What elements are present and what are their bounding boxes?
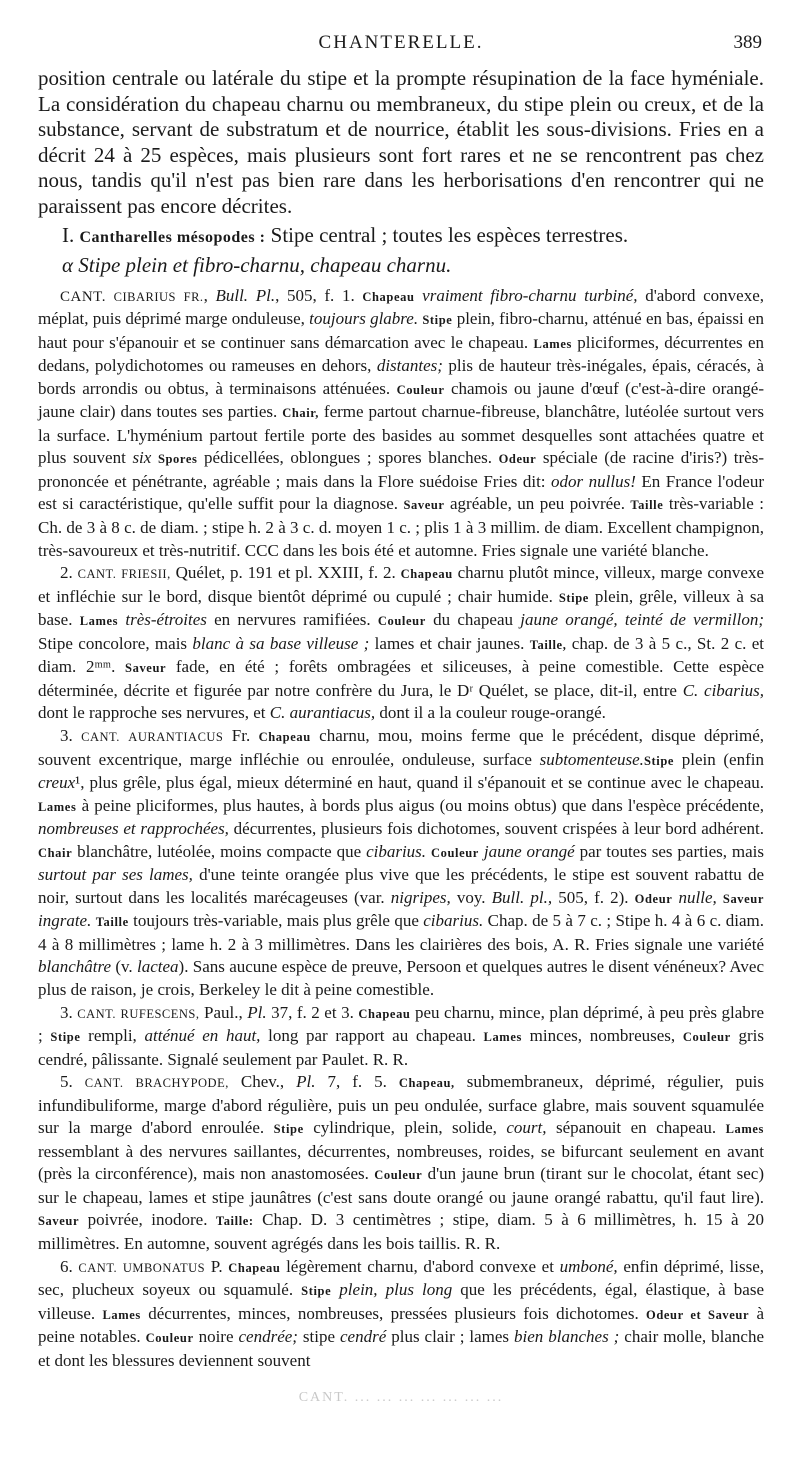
italic-text: plein, plus long <box>339 1280 453 1300</box>
entry-text: stipe <box>297 1327 340 1347</box>
page-number: 389 <box>733 32 762 53</box>
entry-text: du chapeau <box>425 610 521 630</box>
entry-text: à peine pliciformes, plus hautes, à bords plus aigus (ou moins obtus) que dans l'espèce précédente, <box>76 795 764 815</box>
field-label: Odeur et Saveur <box>646 1307 750 1322</box>
entry-text: peu charnu, mince, plan déprimé, à peu près glabre ; <box>38 1002 764 1046</box>
field-label: Lames <box>725 1122 764 1137</box>
entry-text: En France l'odeur est si caractéristique, qu'elle suffit pour la diagnose. <box>38 471 765 514</box>
species-name: CANT. <box>81 729 120 744</box>
field-label: Saveur <box>125 661 167 676</box>
field-label: Stipe <box>50 1030 81 1045</box>
entry-text: que les précédents, égal, élastique, à base villeuse. <box>38 1280 764 1323</box>
running-title: CHANTERELLE. <box>318 32 484 53</box>
entry-text <box>176 286 184 305</box>
entry-text: ressemblant à des nervures saillantes, décurrentes, nombreuses, roides, se bifurcant seulement en avant (près la circonférence), mais non anastomosées. <box>38 1141 764 1184</box>
field-label: Chair <box>38 845 73 860</box>
entry-text <box>123 1072 135 1091</box>
entry-text: Fr. <box>223 725 259 745</box>
field-label: Stipe <box>301 1284 332 1299</box>
entry-text: par toutes ses parties, mais <box>574 841 765 861</box>
field-label: Couleur <box>430 845 479 860</box>
entry-text: plein, grêle, villeux à sa base. <box>38 586 764 630</box>
entry-text: pédicellées, oblongues ; spores blanches. <box>197 448 499 468</box>
entry-text: chair molle, blanche et dont les blessures deviennent souvent <box>38 1327 765 1370</box>
field-label: Lames <box>102 1307 141 1322</box>
subsection-text: Stipe plein et fibro-charnu, chapeau charnu. <box>78 252 452 277</box>
species-name: AURANTIACUS <box>128 729 224 744</box>
field-label: Stipe <box>273 1122 304 1137</box>
entry-text: minces, nombreuses, <box>521 1026 683 1046</box>
field-label: Chapeau <box>228 1260 281 1275</box>
entry-text: 3. <box>60 725 82 745</box>
field-label: Chapeau <box>362 289 415 304</box>
italic-text: distantes; <box>376 356 443 376</box>
field-label: Stipe <box>643 753 675 768</box>
species-name: CANT. <box>84 1076 124 1091</box>
entry-text: 6. <box>60 1256 79 1276</box>
species-name: CANT. <box>78 1260 118 1275</box>
field-label: Chair, <box>282 406 320 421</box>
entry-text: blanchâtre, lutéolée, moins compacte que <box>72 841 367 861</box>
species-name: UMBONATUS <box>122 1260 206 1275</box>
italic-text: nombreuses et rapprochées, <box>38 819 229 839</box>
entry-text: Chap. de 5 à 7 c. ; Stipe h. 4 à 6 c. diam. 4 à 8 millimètres ; lame h. 2 à 3 millimètres. Dans les clairières des bois, A. R. Fries signale une variété <box>38 911 765 954</box>
entry-text: poivrée, inodore. <box>79 1210 216 1230</box>
entry-text: chamois ou jaune d'œuf (c'est-à-dire orangé-jaune clair) dans toutes ses parties. <box>38 378 764 422</box>
entry-text: fade, en été ; forêts ombragées et siliceuses, à peine comestible. Cette espèce déterminée, décrite et figurée par notre confrère du Jura, le Dʳ Quélet, se place, dit-il, entre <box>38 657 764 700</box>
section-title: Cantharelles mésopodes : <box>79 228 266 246</box>
entry-text: en nervures ramifiées. <box>206 610 378 630</box>
italic-text: atténué en haut, <box>144 1026 261 1046</box>
entry-text: d'un jaune brun (tirant sur le chocolat, étant sec) sur le chapeau, lames et stipe jaunâtres (c'est sans doute orangé ou jaune orangé rabattu, qu'il faut lire). <box>38 1164 764 1207</box>
entry-text: , 505, f. 1. <box>275 285 363 305</box>
entry-text: ¹, plus grêle, plus égal, mieux déterminé en haut, quand il s'épanouit et se continue avec le chapeau. <box>75 773 764 793</box>
entry-text: , <box>203 285 216 305</box>
italic-text: six <box>132 448 152 468</box>
entry-text: Paul., <box>199 1002 248 1022</box>
italic-text: surtout par ses lames, <box>38 865 193 885</box>
entry-text: (v. <box>111 957 137 977</box>
entry-text: pliciformes, décurrentes en dedans, polydichotomes ou rameuses en dehors, <box>38 332 764 376</box>
entry-text: d'abord convexe, méplat, puis déprimé marge onduleuse, <box>38 285 764 329</box>
entry-text: ferme partout charnue-fibreuse, blanchâtre, lutéolée surtout vers la surface. L'hyménium partout fertile porte des basides au sommet desquelles sont attachées quatre et plus souvent <box>38 402 764 468</box>
field-label: Lames <box>483 1030 522 1045</box>
field-label: Couleur <box>374 1168 423 1183</box>
entry-text: submembraneux, déprimé, régulier, puis infundibuliforme, marge d'abord régulière, puis un peu ondulée, surface glabre, mais souvent squamulée sur la marge d'abord enroulée. <box>38 1072 765 1138</box>
entry-text: toujours très-variable, mais plus grêle que <box>128 911 424 931</box>
species-name: BRACHYPODE, <box>135 1076 229 1091</box>
italic-text: C. cibarius, <box>682 680 765 700</box>
italic-text: creux <box>38 773 76 793</box>
italic-text: nigripes, <box>390 887 451 907</box>
italic-text: blanc à sa base villeuse ; <box>192 633 370 653</box>
entry-text: lames et chair jaunes. <box>369 633 530 653</box>
species-name: CANT. <box>77 567 117 582</box>
species-entry <box>38 1256 764 1373</box>
field-label: Chapeau, <box>398 1076 455 1091</box>
field-label: Odeur <box>498 452 537 467</box>
field-label: Lames <box>38 799 77 814</box>
entry-text: plein, fibro-charnu, atténué en bas, épaissi en haut pour s'épanouir et se continuer sans démarcation avec le chapeau. <box>38 309 764 352</box>
species-entry <box>38 1002 764 1072</box>
entry-text: chap. de 3 à 5 c., St. 2 c. et diam. 2ᵐᵐ. <box>38 633 764 677</box>
section-heading <box>62 222 764 251</box>
entry-text: dont le rapproche ses nervures, et <box>38 703 270 723</box>
entry-text: décurrentes, minces, nombreuses, pressées plusieurs fois dichotomes. <box>140 1303 647 1323</box>
entry-text: Chap. D. 3 centimètres ; stipe, diam. 5 à 6 millimètres, h. 15 à 20 millimètres. En automne, souvent agrégés dans les bois taillis. R. R. <box>38 1210 764 1253</box>
entry-text: noire <box>193 1327 239 1347</box>
species-name: CIBARIUS <box>113 289 176 304</box>
italic-text: Pl. <box>296 1072 316 1092</box>
entry-text: cylindrique, plein, solide, <box>303 1118 507 1138</box>
species-name: CANT. <box>60 288 106 305</box>
entry-text: long par rapport au chapeau. <box>260 1026 484 1046</box>
intro-paragraph: position centrale ou latérale du stipe et la prompte résupination de la face hyméniale. La considération du chapeau charnu ou membraneux, du stipe plein ou creux, et de la substance, servant de substratum et de nourrice, établit les sous-divisions. Fries en a décrit 24 à 25 espèces, mais plusieurs sont fort rares et ne se rencontrent pas chez nous, tandis qu'il n'est pas bien rare dans les herborisations d'en rencontrer qui ne paraissent pas encore décrites. <box>38 66 764 218</box>
entry-text: agréable, un peu poivrée. <box>444 494 631 514</box>
field-label: Saveur <box>38 1214 80 1229</box>
field-label: Taille, <box>529 637 567 652</box>
italic-text: ingrate. <box>38 911 92 931</box>
italic-text: nulle, <box>678 887 717 907</box>
italic-text: toujours glabre. <box>309 309 419 329</box>
field-label: Couleur <box>145 1331 194 1346</box>
field-label: Couleur <box>396 382 445 397</box>
entry-text: très-variable : Ch. de 3 à 8 c. de diam. ; stipe h. 2 à 3 c. d. moyen 1 c. ; plis 1 à 3 millim. de diam. Excellent champignon, très-savoureux et très-nutritif. CCC dans les bois été et automne. Fries signale une variété blanche. <box>38 494 764 560</box>
italic-text: Pl. <box>247 1002 267 1022</box>
running-head <box>38 24 764 60</box>
entry-text: plis de hauteur très-inégales, épais, céracés, à bords arrondis ou obtus, à terminaisons atténuées. <box>38 356 764 398</box>
entry-text: 2. <box>60 563 78 583</box>
species-entry <box>38 285 764 563</box>
species-name: RUFESCENS, <box>120 1006 200 1021</box>
entry-text: ). Sans aucune espèce de preuve, Persoon et quelques autres le disent vénéneux? Avec plus de raison, je crois, Berkeley le dit à peine comestible. <box>38 957 764 999</box>
entry-text: 5. <box>60 1072 85 1092</box>
italic-text: odor nullus! <box>551 471 636 491</box>
italic-text: subtomenteuse. <box>539 749 644 769</box>
entry-text: Quélet, p. 191 et pl. XXIII, f. 2. <box>170 563 401 583</box>
field-label: Odeur <box>634 891 673 906</box>
entry-text: charnu plutôt mince, villeux, marge convexe et infléchie sur le bord, disque bientôt déprimé ou cupulé ; chair humide. <box>38 563 764 606</box>
italic-text: vraiment fibro-charnu turbiné, <box>422 285 638 305</box>
entry-text: enfin déprimé, lisse, sec, plucheux soyeux ou squamulé. <box>38 1256 765 1300</box>
entry-text: 37, f. 2 et 3. <box>266 1002 359 1022</box>
italic-text: Bull. pl., <box>491 887 553 907</box>
entry-text <box>106 286 114 305</box>
italic-text: blanchâtre <box>38 957 112 977</box>
entry-text: Stipe concolore, mais <box>38 633 193 653</box>
section-text: Stipe central ; toutes les espèces terrestres. <box>270 222 629 247</box>
italic-text: cendrée; <box>238 1327 298 1347</box>
field-label: Taille: <box>215 1214 254 1229</box>
subsection-heading <box>62 251 764 279</box>
italic-text: cendré <box>340 1327 387 1347</box>
entry-text: dont il a la couleur rouge-orangé. <box>375 703 606 723</box>
entry-text: 3. <box>60 1002 78 1022</box>
entry-text: P. <box>205 1256 229 1276</box>
field-label: Saveur <box>403 498 445 513</box>
field-label: Couleur <box>377 614 426 629</box>
italic-text: jaune orangé, teinté de vermillon; <box>520 610 764 630</box>
entry-text: légèrement charnu, d'abord convexe et <box>280 1256 560 1276</box>
entry-text: rempli, <box>80 1026 145 1046</box>
italic-text: jaune orangé <box>483 841 575 861</box>
species-name: FR. <box>183 289 204 304</box>
species-name: FRIESII, <box>121 567 171 582</box>
field-label: Stipe <box>558 590 589 605</box>
field-label: Chapeau <box>358 1006 411 1021</box>
italic-text: lactea <box>136 957 179 977</box>
species-entry <box>38 562 764 725</box>
subsection-letter: α <box>62 252 74 277</box>
entry-text: plus clair ; lames <box>386 1327 515 1347</box>
italic-text: Bull. Pl. <box>215 285 276 305</box>
field-label: Taille <box>630 498 664 513</box>
field-label: Taille <box>95 915 129 930</box>
species-entry <box>38 1071 764 1255</box>
entry-text: décurrentes, plusieurs fois dichotomes, souvent crispées à leur bord adhérent. <box>228 819 764 839</box>
italic-text: C. aurantiacus, <box>269 703 376 723</box>
entry-text: d'une teinte orangée plus vive que les précédents, le stipe est souvent rabattu de noir, surtout dans les localités marécageuses (var. <box>38 865 764 907</box>
section-number: I. <box>62 222 75 247</box>
field-label: Lames <box>533 336 572 351</box>
entry-text: 7, f. 5. <box>315 1072 399 1092</box>
italic-text: umboné, <box>559 1256 618 1276</box>
species-entry <box>38 725 764 1002</box>
entry-text: gris cendré, pâlissante. Signalé seulement par Paulet. R. R. <box>38 1026 764 1069</box>
field-label: Couleur <box>682 1030 731 1045</box>
field-label: Spores <box>157 452 198 467</box>
species-name: CANT. <box>77 1006 116 1021</box>
bleed-through-line: CANT. ... ... ... ... ... ... ... <box>298 1390 504 1406</box>
italic-text: bien blanches ; <box>514 1327 620 1347</box>
entry-text: plein (enfin <box>674 749 764 769</box>
entry-text: voy. <box>450 887 492 907</box>
field-label: Chapeau <box>400 567 453 582</box>
italic-text: cibarius. <box>423 911 484 931</box>
entry-text: à peine notables. <box>38 1303 764 1347</box>
entry-text: charnu, mou, moins ferme que le précédent, disque déprimé, souvent excentrique, marge infléchie ou enroulée, onduleuse, surface <box>38 725 765 769</box>
field-label: Lames <box>79 614 119 629</box>
italic-text: cibarius. <box>366 841 427 861</box>
italic-text: court, <box>506 1118 547 1138</box>
italic-text: très-étroites <box>125 610 207 630</box>
entry-text: sépanouit en chapeau. <box>546 1118 726 1138</box>
field-label: Stipe <box>422 313 453 328</box>
entry-text: Chev., <box>228 1072 297 1092</box>
field-label: Chapeau <box>258 729 311 744</box>
field-label: Saveur <box>722 891 765 906</box>
entry-text: 505, f. 2). <box>552 887 635 907</box>
species-entries <box>38 285 764 1373</box>
entry-text: spéciale (de racine d'iris?) très-prononcée et pénétrante, agréable ; mais dans la Flore suédoise Fries dit: <box>38 448 765 491</box>
entry-text <box>151 448 158 467</box>
